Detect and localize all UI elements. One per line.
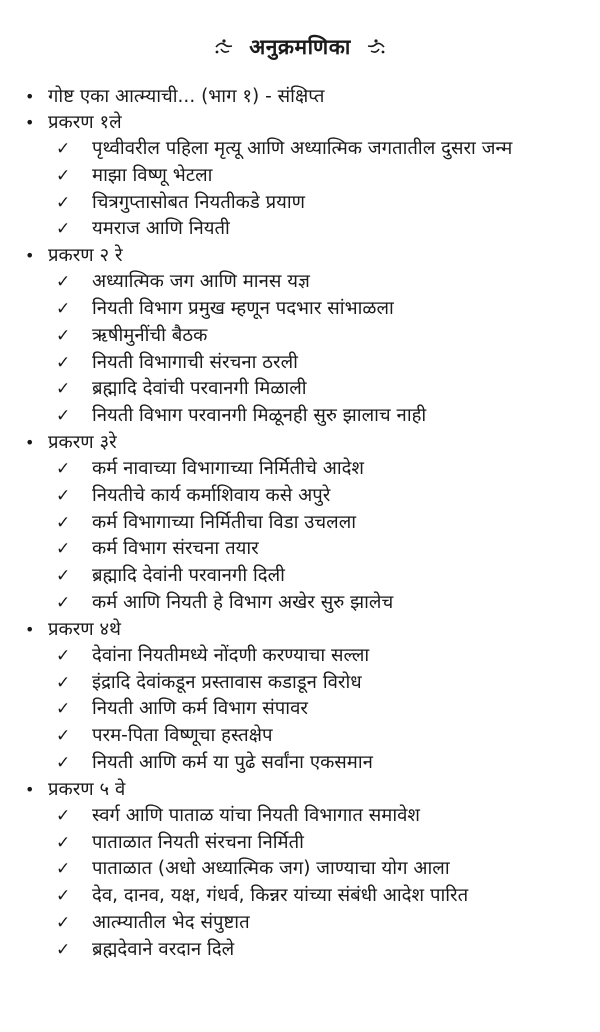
chapter-sub-list (48, 803, 592, 964)
chapter-sub-list (48, 269, 592, 430)
list-item (54, 296, 592, 323)
chapter-sub-list (48, 136, 592, 243)
check-icon: ✓ (56, 912, 71, 933)
list-item (54, 563, 592, 590)
check-icon: ✓ (56, 832, 71, 853)
chapter-heading: प्रकरण २ रे (48, 245, 123, 267)
chapter-item (22, 777, 592, 964)
list-item-label: ब्रह्मदेवाने वरदान दिले (92, 938, 235, 960)
bullet-icon: • (25, 619, 35, 639)
list-item-label: नियती विभाग परवानगी मिळूनही सुरु झालाच नाही (92, 405, 427, 427)
list-item (54, 696, 592, 723)
check-icon: ✓ (56, 805, 71, 826)
list-item-label: देव, दानव, यक्ष, गंधर्व, किन्नर यांच्या संबंधी आदेश पारित (92, 885, 469, 907)
toc-intro-label: गोष्ट एका आत्म्याची... (भाग १) - संक्षिप्त (48, 86, 325, 107)
list-item-label: नियती आणि कर्म या पुढे सर्वांना एकसमान (92, 751, 373, 773)
list-item-label: स्वर्ग आणि पाताळ यांचा नियती विभागात समावेश (92, 804, 420, 826)
check-icon: ✓ (56, 458, 71, 479)
title-row (0, 30, 600, 64)
floral-ornament-icon (213, 37, 235, 57)
check-icon: ✓ (56, 272, 71, 293)
check-icon: ✓ (56, 539, 71, 560)
list-item (54, 456, 592, 483)
check-icon: ✓ (56, 512, 71, 533)
list-item-label: पृथ्वीवरील पहिला मृत्यू आणि अध्यात्मिक जगतातील दुसरा जन्म (92, 138, 513, 159)
check-icon: ✓ (56, 592, 71, 613)
check-icon: ✓ (56, 672, 71, 693)
list-item-label: ऋषीमुनींची बैठक (92, 324, 208, 346)
list-item (54, 883, 592, 910)
toc-intro-item (22, 84, 592, 110)
list-item (54, 536, 592, 563)
list-item (54, 670, 592, 697)
list-item-label: परम-पिता विष्णूचा हस्तक्षेप (92, 725, 273, 747)
page-title: अनुक्रमणिका (249, 35, 351, 59)
bullet-icon: • (25, 113, 35, 132)
list-item (54, 643, 592, 670)
list-item-label: यमराज आणि नियती (92, 218, 230, 240)
list-item (54, 216, 592, 243)
check-icon: ✓ (56, 139, 71, 159)
chapter-heading: प्रकरण १ले (48, 112, 122, 133)
list-item (54, 483, 592, 510)
list-item-label: आत्म्यातील भेद संपुष्टात (92, 911, 250, 933)
list-item (54, 856, 592, 883)
list-item (54, 750, 592, 777)
check-icon: ✓ (56, 566, 71, 587)
floral-ornament-icon (365, 37, 387, 57)
check-icon: ✓ (56, 699, 71, 720)
list-item-label: कर्म विभागाच्या निर्मितीचा विडा उचलला (92, 511, 357, 533)
bullet-icon: • (25, 246, 35, 266)
chapter-sub-list (48, 456, 592, 617)
list-item (54, 163, 592, 190)
list-item (54, 269, 592, 296)
list-item (54, 830, 592, 857)
check-icon: ✓ (56, 192, 71, 213)
check-icon: ✓ (56, 752, 71, 773)
check-icon: ✓ (56, 379, 71, 400)
list-item (54, 323, 592, 350)
list-item (54, 803, 592, 830)
check-icon: ✓ (56, 325, 71, 346)
list-item (54, 136, 592, 163)
list-item-label: नियती आणि कर्म विभाग संपावर (92, 698, 308, 720)
check-icon: ✓ (56, 939, 71, 960)
bullet-icon: • (25, 87, 35, 106)
list-item-label: नियती विभागाची संरचना ठरली (92, 351, 298, 373)
list-item-label: कर्म विभाग संरचना तयार (92, 538, 259, 560)
list-item (54, 910, 592, 937)
chapter-sub-list (48, 643, 592, 777)
check-icon: ✓ (56, 352, 71, 373)
list-item-label: पाताळात नियती संरचना निर्मिती (92, 831, 304, 853)
chapter-item (22, 430, 592, 617)
table-of-contents (22, 84, 592, 964)
check-icon: ✓ (56, 165, 71, 186)
list-item-label: ब्रह्मादि देवांनी परवानगी दिली (92, 565, 285, 587)
list-item (54, 510, 592, 537)
list-item-label: नियती विभाग प्रमुख म्हणून पदभार सांभाळला (92, 297, 394, 319)
list-item-label: माझा विष्णू भेटला (92, 164, 213, 186)
list-item-label: इंद्रादि देवांकडून प्रस्तावास कडाडून विरोध (92, 671, 362, 693)
list-item (54, 190, 592, 217)
list-item-label: चित्रगुप्तासोबत नियतीकडे प्रयाण (92, 191, 306, 213)
list-item (54, 937, 592, 964)
chapter-item (22, 243, 592, 430)
check-icon: ✓ (56, 298, 71, 319)
check-icon: ✓ (56, 485, 71, 506)
check-icon: ✓ (56, 859, 71, 880)
bullet-icon: • (25, 432, 35, 452)
list-item-label: पाताळात (अधो अध्यात्मिक जग) जाण्याचा योग आला (92, 858, 450, 880)
list-item (54, 350, 592, 377)
chapter-heading: प्रकरण ४थे (48, 618, 121, 640)
list-item-label: नियतीचे कार्य कर्माशिवाय कसे अपुरे (92, 484, 331, 506)
list-item-label: ब्रह्मादि देवांची परवानगी मिळाली (92, 378, 307, 400)
check-icon: ✓ (56, 645, 71, 666)
check-icon: ✓ (56, 219, 71, 240)
chapter-heading: प्रकरण ५ वे (48, 778, 126, 800)
chapter-item (22, 110, 592, 243)
bullet-icon: • (25, 779, 35, 799)
check-icon: ✓ (56, 886, 71, 907)
list-item (54, 590, 592, 617)
list-item-label: कर्म आणि नियती हे विभाग अखेर सुरु झालेच (92, 591, 394, 613)
chapter-heading: प्रकरण ३रे (48, 431, 117, 453)
check-icon: ✓ (56, 406, 71, 427)
chapter-item (22, 617, 592, 777)
check-icon: ✓ (56, 726, 71, 747)
list-item (54, 376, 592, 403)
list-item (54, 403, 592, 430)
list-item-label: कर्म नावाच्या विभागाच्या निर्मितीचे आदेश (92, 457, 365, 479)
list-item-label: अध्यात्मिक जग आणि मानस यज्ञ (92, 271, 310, 293)
list-item (54, 723, 592, 750)
list-item-label: देवांना नियतीमध्ये नोंदणी करण्याचा सल्ला (92, 644, 370, 666)
